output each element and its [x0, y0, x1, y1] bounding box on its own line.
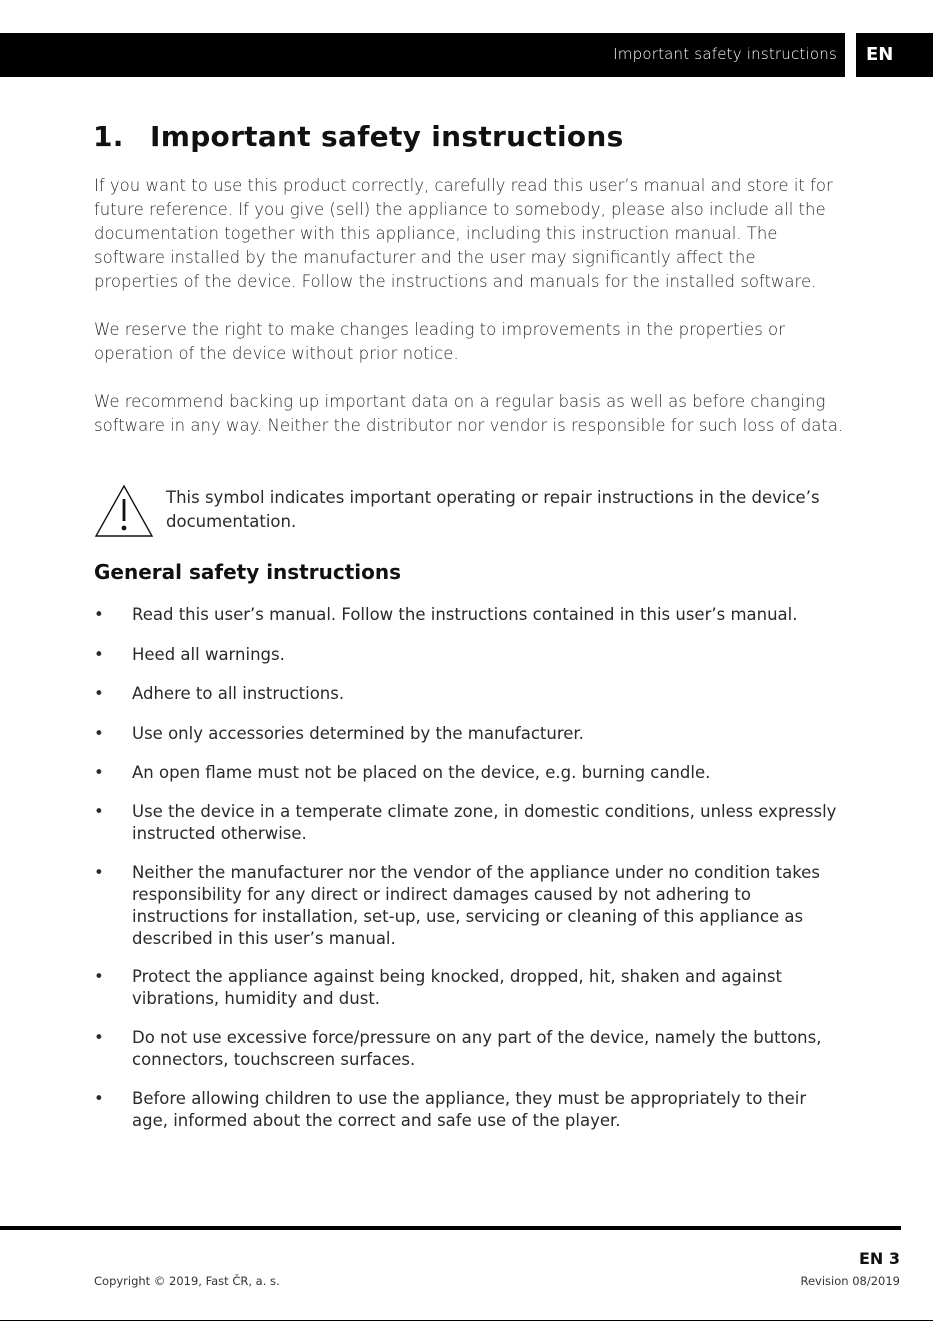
chapter-number: 1.: [93, 120, 124, 153]
header-section-title: Important safety instructions: [613, 45, 837, 63]
bullet-icon: •: [94, 967, 104, 986]
bullet-icon: •: [94, 724, 104, 743]
page-bottom-line: [0, 1320, 933, 1321]
page-number: EN 3: [858, 1249, 900, 1268]
bullet-icon: •: [94, 763, 104, 782]
bullet-icon: •: [94, 863, 104, 882]
bullet-icon: •: [94, 1089, 104, 1108]
chapter-title: Important safety instructions: [150, 120, 624, 153]
bullet-icon: •: [94, 605, 104, 624]
bullet-icon: •: [94, 802, 104, 821]
revision-text: Revision 08/2019: [800, 1274, 900, 1288]
bullet-icon: •: [94, 645, 104, 664]
page-title: [93, 120, 624, 153]
backup-paragraph: We recommend backing up important data on a regular basis as well as before changing software in any way. Neither the distributor nor vendor is responsible for such loss of data.: [94, 392, 844, 435]
section-title: General safety instructions: [94, 560, 402, 584]
warning-note: This symbol indicates important operating or repair instructions in the device’s documentation.: [166, 488, 820, 531]
intro-paragraph: If you want to use this product correctly, carefully read this user’s manual and store it for future reference. If you give (sell) the appliance to somebody, please also include all the documentation together with this appliance, including this instruction manual. The software installed by the manufacturer and the user may significantly affect the properties of the device. Follow the instructions and manuals for the installed software.: [94, 176, 833, 291]
language-label: EN: [866, 44, 894, 65]
changes-paragraph: We reserve the right to make changes leading to improvements in the properties or operation of the device without prior notice.: [94, 320, 785, 363]
bullet-icon: •: [94, 684, 104, 703]
bullet-icon: •: [94, 1028, 104, 1047]
footer-divider: [0, 1226, 901, 1230]
header-bar: [0, 33, 845, 77]
warning-triangle-icon: [94, 484, 154, 538]
copyright-text: Copyright © 2019, Fast ČR, a. s.: [94, 1274, 280, 1288]
language-tab: [856, 33, 933, 77]
